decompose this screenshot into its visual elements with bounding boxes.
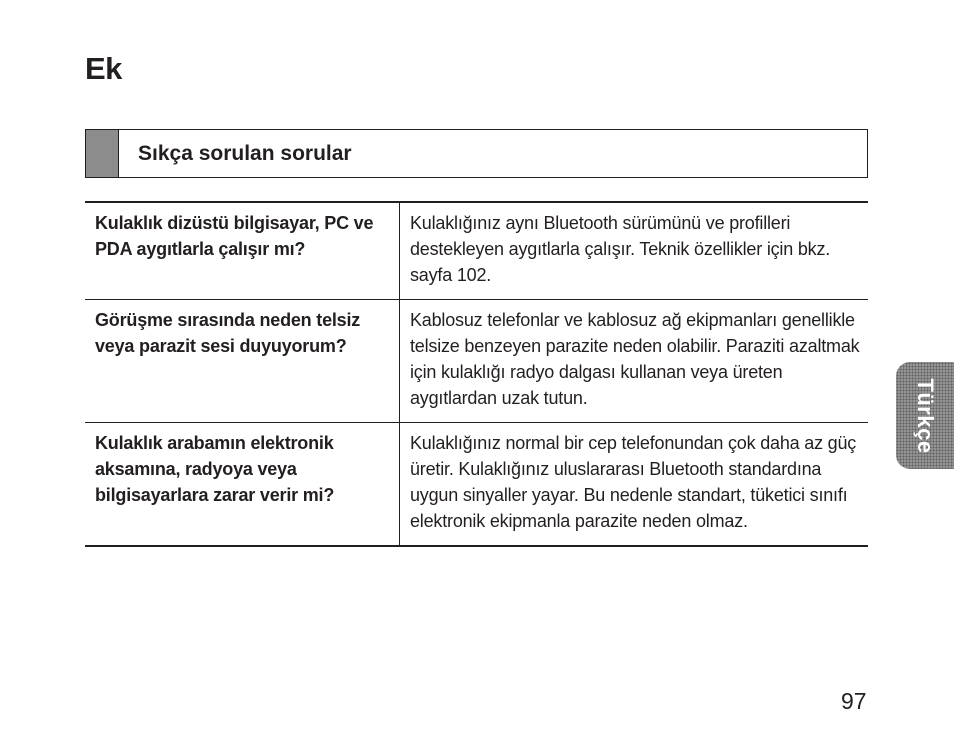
- faq-question: Görüşme sırasında neden telsiz veya parazit sesi duyuyorum?: [85, 300, 400, 423]
- language-tab: [896, 362, 954, 469]
- language-tab-label: Türkçe: [913, 377, 938, 454]
- page-number: 97: [841, 688, 867, 714]
- section-title: Sıkça sorulan sorular: [138, 142, 352, 165]
- faq-answer: Kulaklığınız normal bir cep telefonundan çok daha az güç üretir. Kulaklığınız uluslararası Bluetooth standardına uygun sinyaller yayar. Bu nedenle standart, tüketici sınıfı elektronik ekipmanla parazite neden olmaz.: [410, 433, 857, 531]
- section-header: [85, 129, 868, 178]
- page-title: Ek: [85, 51, 122, 86]
- faq-question: Kulaklık arabamın elektronik aksamına, radyoya veya bilgisayarlara zarar verir mi?: [85, 423, 400, 547]
- faq-table: [85, 201, 868, 547]
- faq-row: [85, 300, 868, 423]
- faq-question: Kulaklık dizüstü bilgisayar, PC ve PDA aygıtlarla çalışır mı?: [85, 202, 400, 300]
- faq-answer: Kulaklığınız aynı Bluetooth sürümünü ve profilleri destekleyen aygıtlarla çalışır. Teknik özellikler için bkz. sayfa 102.: [410, 213, 831, 285]
- faq-row: [85, 202, 868, 300]
- section-header-marker: [86, 130, 119, 177]
- faq-answer: Kablosuz telefonlar ve kablosuz ağ ekipmanları genellikle telsize benzeyen parazite neden olabilir. Paraziti azaltmak için kulaklığı radyo dalgası kullanan veya üreten aygıtlardan uzak tutun.: [410, 310, 860, 408]
- faq-row: [85, 423, 868, 547]
